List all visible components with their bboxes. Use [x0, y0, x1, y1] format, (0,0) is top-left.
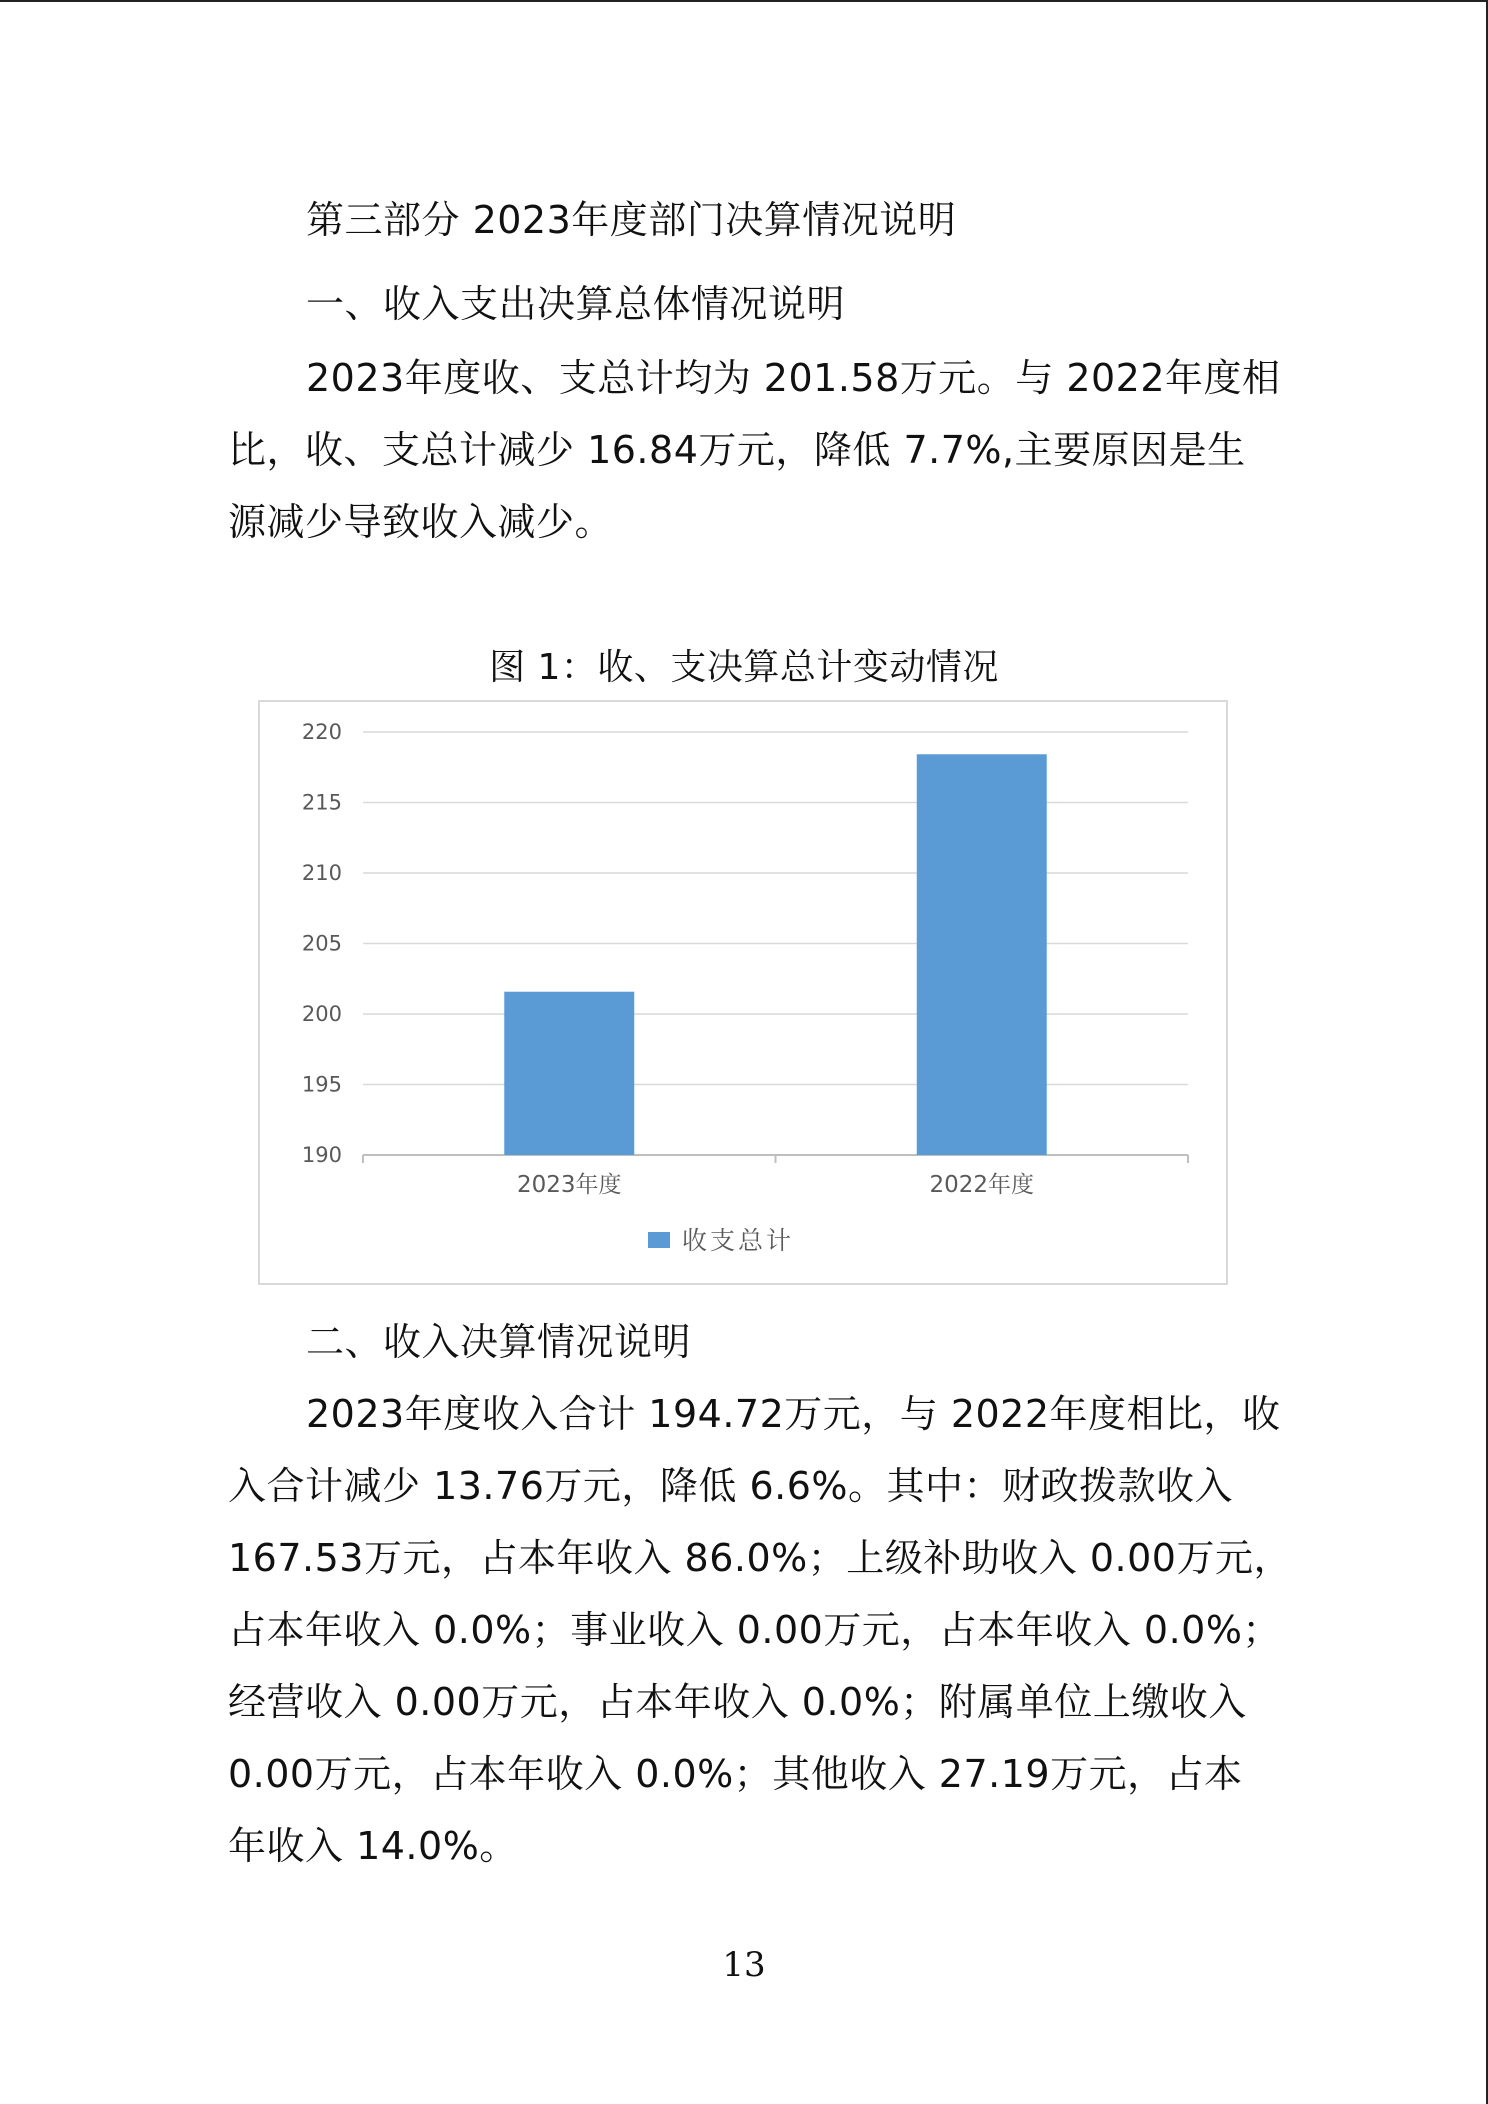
- subsection2-heading: 二、收入决算情况说明: [306, 1320, 692, 1364]
- bar: [917, 754, 1047, 1155]
- subsection2-line-2: 入合计减少 13.76万元，降低 6.6%。其中：财政拨款收入: [228, 1464, 1233, 1508]
- y-tick-label: 200: [301, 1002, 342, 1026]
- y-tick-label: 220: [301, 720, 342, 744]
- chart-container: [258, 700, 1228, 1285]
- legend-swatch: [648, 1232, 670, 1248]
- page-number: 13: [722, 1945, 766, 1985]
- subsection1-heading: 一、收入支出决算总体情况说明: [306, 282, 846, 326]
- bar: [504, 992, 634, 1155]
- subsection1-line-3: 源减少导致收入减少。: [228, 500, 614, 544]
- y-tick-label: 210: [301, 861, 342, 885]
- subsection2-line-3: 167.53万元，占本年收入 86.0%；上级补助收入 0.00万元，: [228, 1536, 1292, 1580]
- subsection1-line-1: 2023年度收、支总计均为 201.58万元。与 2022年度相: [306, 356, 1281, 400]
- subsection2-line-6: 0.00万元，占本年收入 0.0%；其他收入 27.19万元，占本: [228, 1752, 1243, 1796]
- bar-chart: [260, 702, 1226, 1283]
- y-tick-label: 205: [301, 931, 342, 956]
- section-title: 第三部分 2023年度部门决算情况说明: [306, 198, 957, 242]
- subsection2-line-4: 占本年收入 0.0%；事业收入 0.00万元，占本年收入 0.0%；: [228, 1608, 1281, 1652]
- subsection2-line-7: 年收入 14.0%。: [228, 1824, 518, 1868]
- y-tick-label: 195: [301, 1072, 342, 1097]
- legend-label: 收支总计: [682, 1226, 795, 1255]
- y-tick-label: 190: [301, 1143, 342, 1167]
- figure-caption: 图 1：收、支决算总计变动情况: [489, 647, 999, 688]
- subsection2-line-5: 经营收入 0.00万元，占本年收入 0.0%；附属单位上缴收入: [228, 1680, 1247, 1724]
- x-tick-label: 2022年度: [929, 1172, 1035, 1198]
- page-top-border: [0, 0, 1488, 2]
- subsection2-line-1: 2023年度收入合计 194.72万元，与 2022年度相比，收: [306, 1392, 1281, 1436]
- x-tick-label: 2023年度: [516, 1172, 622, 1198]
- y-tick-label: 215: [301, 790, 342, 815]
- subsection1-line-2: 比，收、支总计减少 16.84万元，降低 7.7%,主要原因是生: [228, 428, 1246, 472]
